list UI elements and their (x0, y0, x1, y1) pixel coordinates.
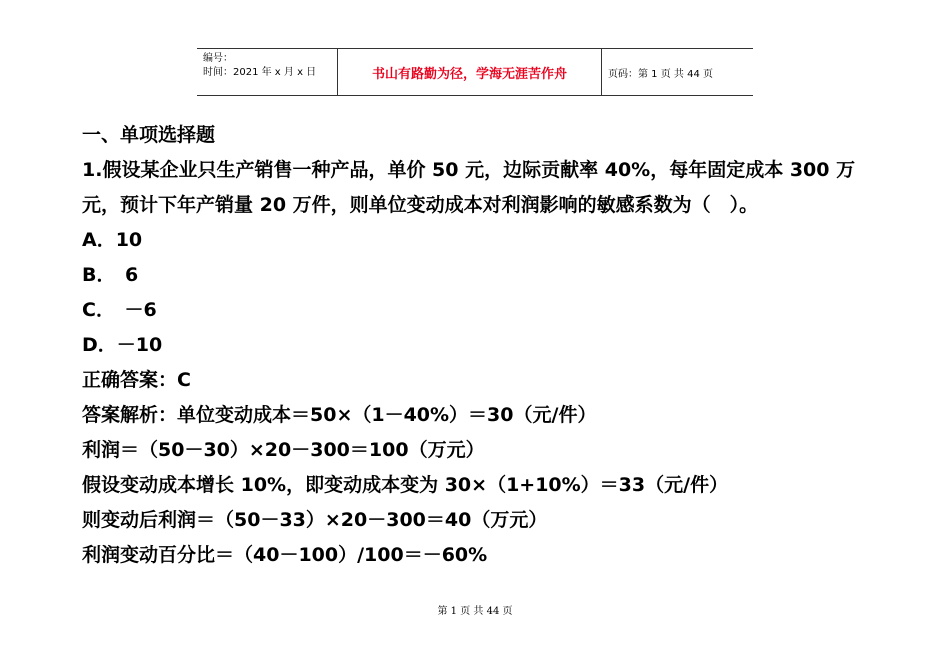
header-motto: 书山有路勤为径，学海无涯苦作舟 (371, 66, 567, 82)
document-time-label: 时间：2021 年 x 月 x 日 (203, 67, 317, 78)
header-page-code: 页码：第 1 页 共 44 页 (608, 68, 713, 80)
option-b: B． 6 (82, 264, 139, 286)
question-text: 1.假设某企业只生产销售一种产品，单价 50 元，边际贡献率 40%，每年固定成本 300 万元，预计下年产销量 20 万件，则单位变动成本对利润影响的敏感系数为（ ）。 (82, 159, 856, 216)
explanation-line: 则变动后利润＝（50－33）×20－300＝40（万元） (82, 509, 548, 531)
document-number-label: 编号： (203, 53, 233, 64)
option-d: D．－10 (82, 334, 163, 356)
correct-answer: 正确答案：C (82, 369, 191, 391)
header-page-cell (602, 49, 753, 95)
option-c: C． －6 (82, 299, 157, 321)
document-header (197, 48, 753, 96)
explanation-line: 答案解析：单位变动成本＝50×（1－40%）＝30（元/件） (82, 404, 597, 426)
explanation-line: 利润变动百分比＝（40－100）/100＝－60% (82, 544, 488, 566)
explanation-line: 利润＝（50－30）×20－300＝100（万元） (82, 439, 485, 461)
header-motto-cell (338, 49, 602, 95)
explanation-line: 假设变动成本增长 10%，即变动成本变为 30×（1+10%）＝33（元/件） (82, 474, 729, 496)
page-footer: 第 1 页 共 44 页 (437, 606, 513, 617)
option-a: A．10 (82, 229, 143, 251)
section-title: 一、单项选择题 (82, 124, 216, 146)
document-body (82, 118, 882, 573)
header-meta-cell (197, 49, 338, 95)
